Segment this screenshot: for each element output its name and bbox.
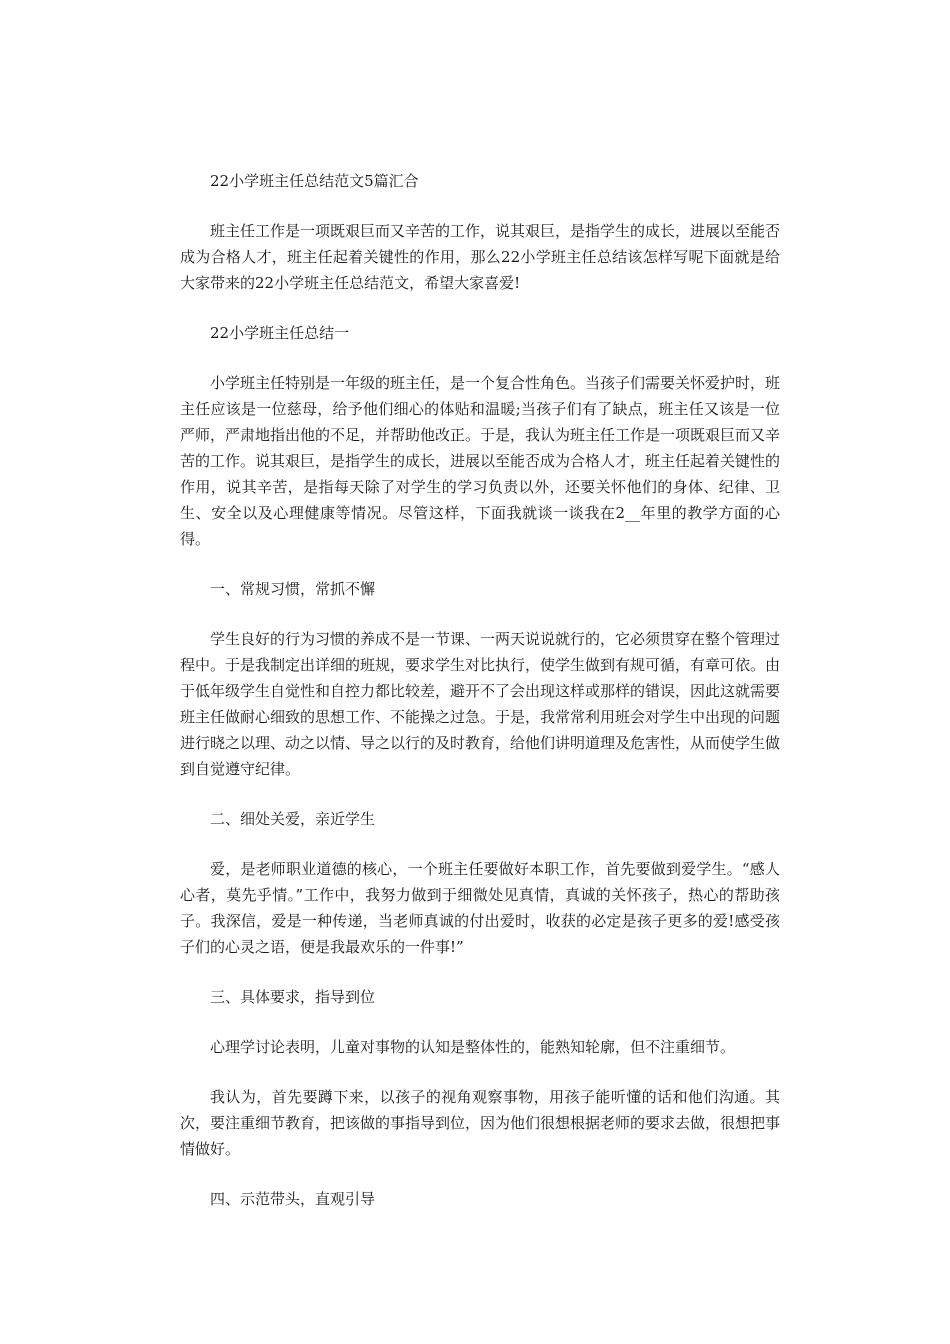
document-title: 22小学班主任总结范文5篇汇合 (210, 172, 419, 190)
section-title: 22小学班主任总结一 (210, 324, 350, 342)
section-heading-3: 三、具体要求，指导到位 (210, 988, 376, 1006)
section-heading-2: 二、细处关爱，亲近学生 (210, 810, 376, 828)
body-paragraph: 爱，是老师职业道德的核心，一个班主任要做好本职工作，首先要做到爱学生。“感人心者，莫先乎情。”工作中，我努力做到于细微处见真情，真诚的关怀孩子，热心的帮助孩子。我深信，爱是一种传递，当老师真诚的付出爱时，收获的必定是孩子更多的爱!感受孩子们的心灵之语，便是我最欢乐的一件事!” (180, 860, 780, 956)
body-paragraph: 学生良好的行为习惯的养成不是一节课、一两天说说就行的，它必须贯穿在整个管理过程中。于是我制定出详细的班规，要求学生对比执行，使学生做到有规可循，有章可依。由于低年级学生自觉性和自控力都比较差，避开不了会出现这样或那样的错误，因此这就需要班主任做耐心细致的思想工作、不能操之过急。于是，我常常利用班会对学生中出现的问题进行晓之以理、动之以情、导之以行的及时教育，给他们讲明道理及危害性，从而使学生做到自觉遵守纪律。 (180, 630, 781, 778)
body-paragraph: 我认为，首先要蹲下来，以孩子的视角观察事物，用孩子能听懂的话和他们沟通。其次，要注重细节教育，把该做的事指导到位，因为他们很想根据老师的要求去做，很想把事情做好。 (180, 1088, 781, 1158)
section-heading-1: 一、常规习惯，常抓不懈 (210, 580, 376, 598)
section-heading-4: 四、示范带头，直观引导 (210, 1190, 376, 1208)
body-paragraph: 小学班主任特别是一年级的班主任，是一个复合性角色。当孩子们需要关怀爱护时，班主任应该是一位慈母，给予他们细心的体贴和温暖;当孩子们有了缺点，班主任又该是一位严师，严肃地指出他的不足，并帮助他改正。于是，我认为班主任工作是一项既艰巨而又辛苦的工作。说其艰巨，是指学生的成长，进展以至能否成为合格人才，班主任起着关键性的作用，说其辛苦，是指每天除了对学生的学习负责以外，还要关怀他们的身体、纪律、卫生、安全以及心理健康等情况。尽管这样，下面我就谈一谈我在2__年里的教学方面的心得。 (180, 374, 781, 548)
intro-paragraph: 班主任工作是一项既艰巨而又辛苦的工作，说其艰巨，是指学生的成长，进展以至能否成为合格人才，班主任起着关键性的作用，那么22小学班主任总结该怎样写呢下面就是给大家带来的22小学班主任总结范文，希望大家喜爱! (180, 222, 781, 292)
body-paragraph: 心理学讨论表明，儿童对事物的认知是整体性的，能熟知轮廓，但不注重细节。 (210, 1038, 736, 1056)
document-page (180, 168, 780, 1212)
